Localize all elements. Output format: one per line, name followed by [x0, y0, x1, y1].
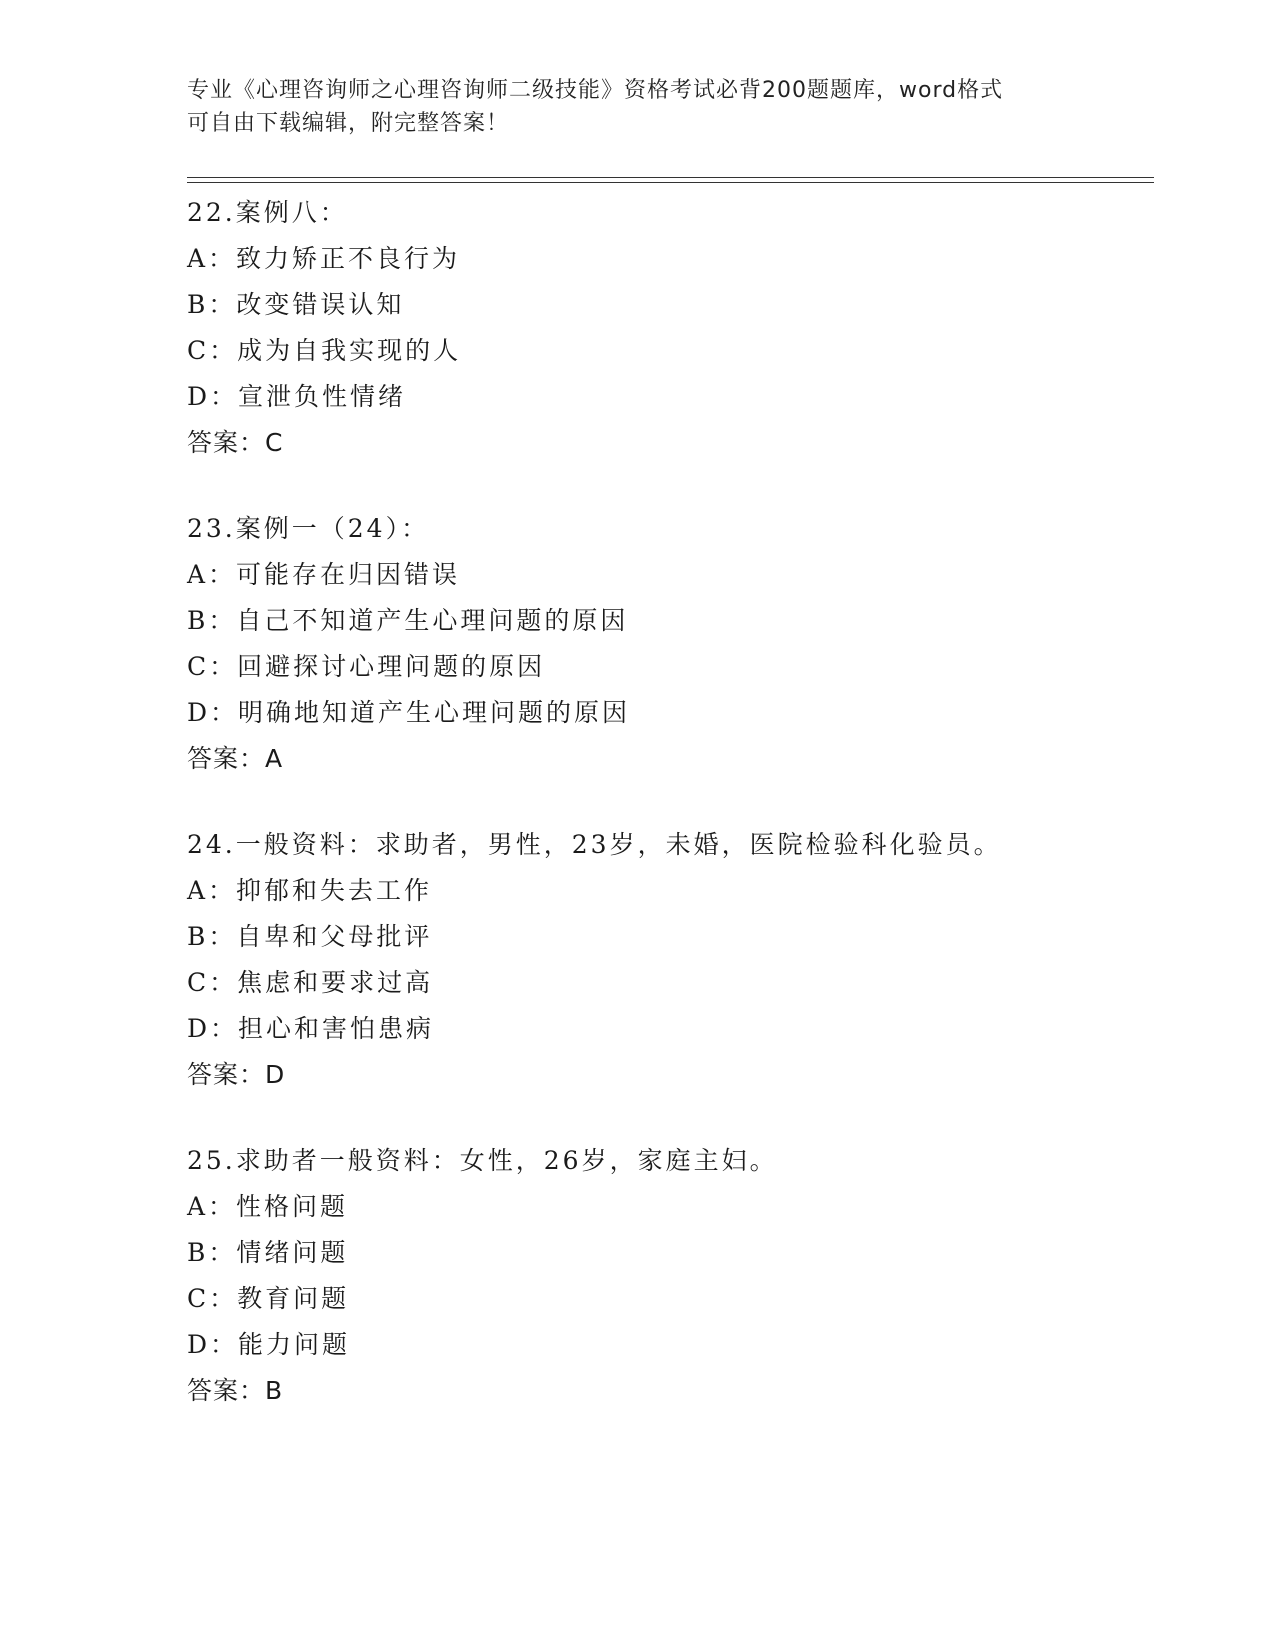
question-title: 23.案例一（24）：: [187, 514, 430, 543]
answer-text: 答案：D: [187, 1060, 286, 1089]
option-a: A：抑郁和失去工作: [187, 876, 433, 905]
option-c: C：教育问题: [187, 1284, 350, 1313]
option-d: D：宣泄负性情绪: [187, 382, 407, 411]
option-b: B：自己不知道产生心理问题的原因: [187, 606, 629, 635]
answer-text: 答案：A: [187, 744, 284, 773]
header-title-line-2: 可自由下载编辑，附完整答案！: [187, 111, 510, 136]
option-c: C：回避探讨心理问题的原因: [187, 652, 546, 681]
answer-text: 答案：C: [187, 428, 284, 457]
option-a: A：性格问题: [187, 1192, 349, 1221]
option-b: B：自卑和父母批评: [187, 922, 433, 951]
option-b: B：改变错误认知: [187, 290, 405, 319]
header-divider-top: [187, 177, 1154, 178]
option-d: D：能力问题: [187, 1330, 351, 1359]
document-header: [187, 74, 1087, 140]
answer-text: 答案：B: [187, 1376, 284, 1405]
question-item: [187, 506, 1147, 782]
question-item: [187, 822, 1147, 1098]
question-list: [187, 190, 1147, 1454]
option-b: B：情绪问题: [187, 1238, 349, 1267]
option-c: C：焦虑和要求过高: [187, 968, 434, 997]
question-title: 24.一般资料：求助者，男性，23岁，未婚，医院检验科化验员。: [187, 830, 1002, 859]
question-item: [187, 190, 1147, 466]
question-title: 25.求助者一般资料：女性，26岁，家庭主妇。: [187, 1146, 778, 1175]
question-title: 22.案例八：: [187, 198, 348, 227]
option-d: D：担心和害怕患病: [187, 1014, 435, 1043]
header-title-line-1: 专业《心理咨询师之心理咨询师二级技能》资格考试必背200题题库，word格式: [187, 78, 1004, 103]
question-item: [187, 1138, 1147, 1414]
header-divider-bottom: [187, 182, 1154, 183]
option-a: A：致力矫正不良行为: [187, 244, 461, 273]
option-c: C：成为自我实现的人: [187, 336, 462, 365]
option-d: D：明确地知道产生心理问题的原因: [187, 698, 631, 727]
option-a: A：可能存在归因错误: [187, 560, 461, 589]
